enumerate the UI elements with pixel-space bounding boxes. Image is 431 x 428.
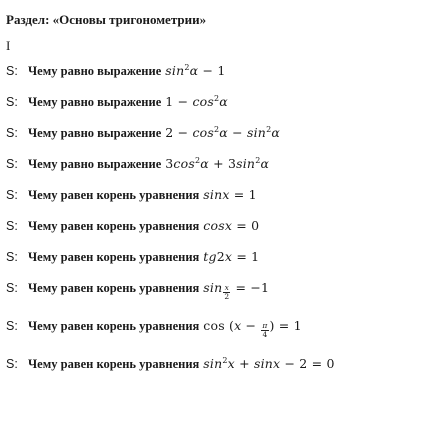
question-text: Чему равен корень уравнения: [28, 188, 200, 202]
question-text: Чему равен корень уравнения: [28, 219, 200, 233]
question-8: [6, 279, 426, 317]
question-math: $3\cos^2\alpha + 3\sin^2\alpha$: [165, 156, 270, 171]
question-math: cos (x − $\frac{\pi}{4}$ ) = 1: [203, 318, 302, 339]
question-prefix: S:: [6, 64, 18, 78]
section-title: Раздел: «Основы тригонометрии»: [6, 12, 207, 27]
question-text: Чему равен корень уравнения: [28, 250, 200, 264]
question-prefix: S:: [6, 95, 18, 109]
question-math: $\sin^2x + \sin x - 2 = 0$: [203, 356, 335, 371]
question-prefix: S:: [6, 126, 18, 140]
question-prefix: S:: [6, 319, 18, 333]
question-prefix: S:: [6, 281, 18, 295]
question-text: Чему равен корень уравнения: [28, 319, 200, 333]
question-7: [6, 248, 426, 279]
question-text: Чему равно выражение: [28, 64, 162, 78]
question-math: $\sin^2\alpha - 1$: [165, 63, 226, 78]
section-marker: I: [6, 38, 11, 53]
question-text: Чему равен корень уравнения: [28, 357, 200, 371]
question-2: [6, 93, 426, 124]
question-prefix: S:: [6, 219, 18, 233]
question-3: [6, 124, 426, 155]
question-math: $2 - \cos^2\alpha - \sin^2\alpha$: [165, 125, 281, 140]
question-text: Чему равно выражение: [28, 126, 162, 140]
question-prefix: S:: [6, 157, 18, 171]
question-4: [6, 155, 426, 186]
question-1: [6, 62, 426, 93]
question-math: cosx = 0: [203, 218, 260, 233]
question-9: [6, 317, 426, 355]
question-prefix: S:: [6, 250, 18, 264]
question-prefix: S:: [6, 188, 18, 202]
question-6: [6, 217, 426, 248]
question-math: $1 - \cos^2\alpha$: [165, 94, 228, 109]
question-10: [6, 355, 426, 386]
question-prefix: S:: [6, 357, 18, 371]
question-5: [6, 186, 426, 217]
question-math: tg2x = 1: [203, 249, 260, 264]
question-text: Чему равно выражение: [28, 95, 162, 109]
question-math: sin $\frac{x}{2}$ = −1: [203, 280, 270, 301]
question-text: Чему равен корень уравнения: [28, 281, 200, 295]
question-math: sinx = 1: [203, 187, 257, 202]
document: [6, 12, 426, 386]
question-text: Чему равно выражение: [28, 157, 162, 171]
